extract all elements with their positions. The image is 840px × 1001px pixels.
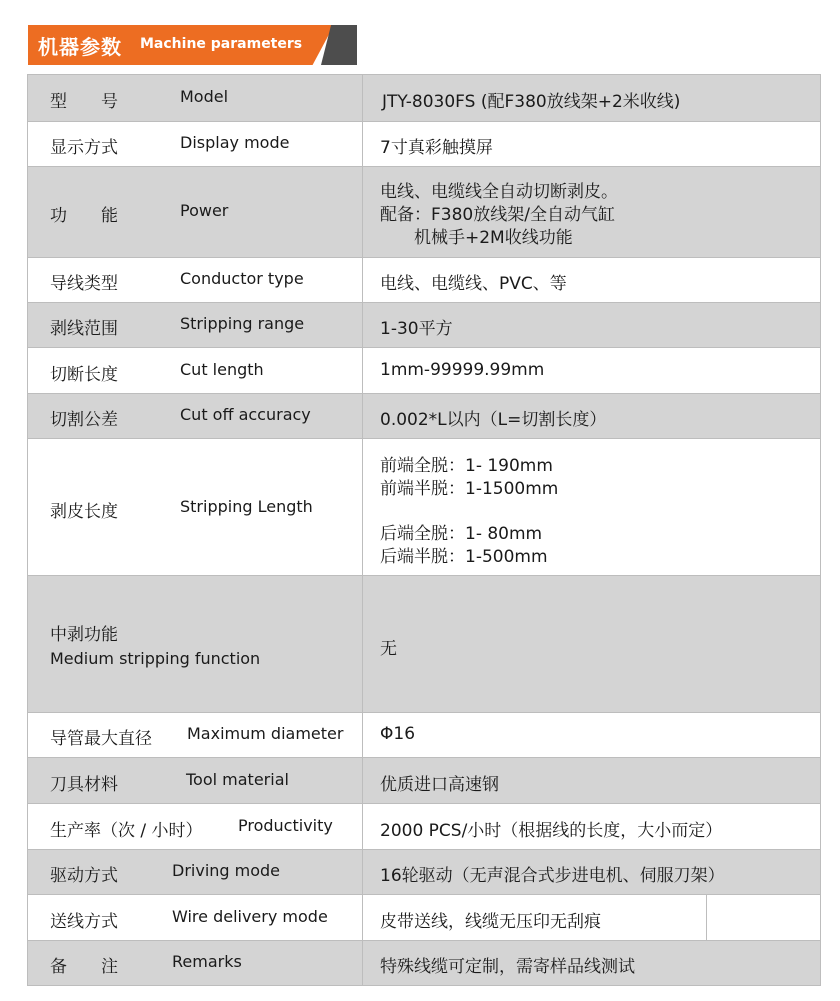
value-line: 配备：F380放线架/全自动气缸 <box>380 205 615 225</box>
parameters-table <box>27 74 821 986</box>
value: 特殊线缆可定制，需寄样品线测试 <box>380 957 635 977</box>
label-en: Remarks <box>172 952 242 971</box>
value: 无 <box>380 639 397 659</box>
value: 1-30平方 <box>380 319 453 339</box>
table-row-cut-length <box>28 348 820 394</box>
label-cn: 型 号 <box>50 92 118 112</box>
label-en: Stripping range <box>180 314 305 333</box>
label-en: Maximum diameter <box>187 724 344 743</box>
value: 16轮驱动（无声混合式步进电机、伺服刀架） <box>380 866 725 886</box>
value-line: 前端全脱：1- 190mm <box>380 456 553 476</box>
table-row-stripping-length <box>28 439 820 576</box>
label-en: Productivity <box>238 816 333 835</box>
table-row-remarks <box>28 941 820 985</box>
label-cn: 送线方式 <box>50 912 118 932</box>
section-header <box>28 25 350 65</box>
table-row-productivity <box>28 804 820 850</box>
value: JTY-8030FS (配F380放线架+2米收线) <box>382 92 681 112</box>
label-cn: 驱动方式 <box>50 866 118 886</box>
table-row-model <box>28 75 820 122</box>
table-row-medium-stripping <box>28 576 820 713</box>
table-row-display-mode <box>28 122 820 167</box>
value: Φ16 <box>380 724 416 744</box>
table-row-stripping-range <box>28 303 820 348</box>
label-en: Display mode <box>180 133 290 152</box>
value: 皮带送线，线缆无压印无刮痕 <box>380 912 601 932</box>
label-cn: 功 能 <box>50 206 118 226</box>
label-en: Medium stripping function <box>50 649 261 668</box>
table-row-cut-off-accuracy <box>28 394 820 439</box>
label-cn: 切割公差 <box>50 410 118 430</box>
value: 7寸真彩触摸屏 <box>380 138 493 158</box>
value-line: 后端半脱：1-500mm <box>380 547 548 567</box>
table-row-wire-delivery-mode <box>28 895 820 941</box>
value: 优质进口高速钢 <box>380 775 499 795</box>
label-en: Stripping Length <box>180 497 313 516</box>
label-en: Power <box>180 201 229 220</box>
label-en: Tool material <box>186 770 289 789</box>
label-cn: 生产率（次 / 小时） <box>50 821 203 841</box>
header-title-cn: 机器参数 <box>38 35 122 59</box>
label-cn: 显示方式 <box>50 138 118 158</box>
value-line: 后端全脱：1- 80mm <box>380 524 543 544</box>
label-cn: 备 注 <box>50 957 118 977</box>
table-row-tool-material <box>28 758 820 804</box>
table-row-maximum-diameter <box>28 713 820 758</box>
value: 0.002*L以内（L=切割长度） <box>380 410 607 430</box>
label-cn: 刀具材料 <box>50 775 118 795</box>
label-en: Model <box>180 87 229 106</box>
value-line: 前端半脱：1-1500mm <box>380 479 559 499</box>
label-cn: 切断长度 <box>50 365 118 385</box>
value: 电线、电缆线、PVC、等 <box>380 274 567 294</box>
label-en: Driving mode <box>172 861 281 880</box>
label-cn: 中剥功能 <box>50 625 118 645</box>
value-line: 电线、电缆线全自动切断剥皮。 <box>380 182 618 202</box>
label-cn: 剥皮长度 <box>50 502 118 522</box>
label-en: Conductor type <box>180 269 304 288</box>
table-row-power <box>28 167 820 258</box>
label-en: Cut off accuracy <box>180 405 311 424</box>
label-en: Cut length <box>180 360 264 379</box>
value-line: 机械手+2M收线功能 <box>380 228 573 248</box>
label-cn: 导线类型 <box>50 274 118 294</box>
value: 1mm-99999.99mm <box>380 360 545 380</box>
header-title-en: Machine parameters <box>140 36 303 52</box>
value: 2000 PCS/小时（根据线的长度，大小而定） <box>380 821 723 841</box>
label-en: Wire delivery mode <box>172 907 328 926</box>
label-cn: 剥线范围 <box>50 319 118 339</box>
label-cn: 导管最大直径 <box>50 729 152 749</box>
table-row-driving-mode <box>28 850 820 895</box>
table-row-conductor-type <box>28 258 820 303</box>
